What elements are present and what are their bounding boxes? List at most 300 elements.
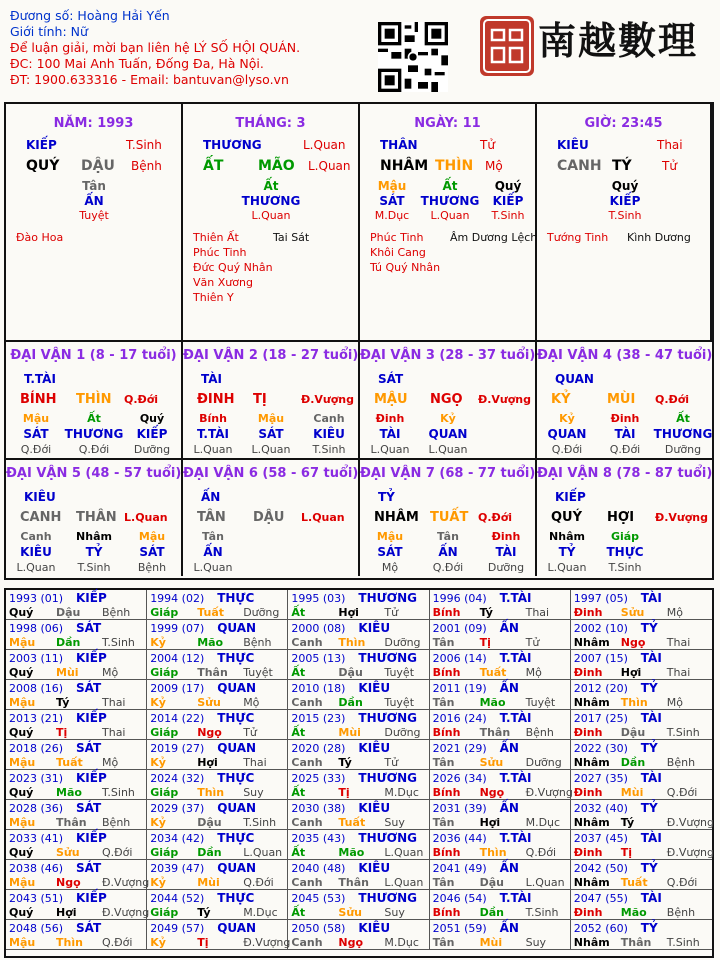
year-cell: [571, 740, 712, 770]
year-cell: [147, 800, 288, 830]
good-star: Đức Quý Nhân: [193, 261, 273, 274]
year-god: TÀI: [640, 651, 662, 665]
year-stage: Suy: [525, 936, 547, 949]
pillar-stem-god: KIÊU: [557, 138, 589, 152]
year-stem: Giáp: [150, 726, 179, 739]
year-stem: Kỷ: [150, 876, 166, 889]
year-label: 2018 (26): [9, 742, 64, 755]
year-branch: Tuất: [197, 606, 224, 619]
year-branch: Mão: [620, 906, 647, 919]
pillar-title: THÁNG: 3: [235, 116, 306, 131]
year-stem: Nhâm: [573, 936, 610, 949]
hidden-god: SÁT: [377, 545, 403, 559]
year-cell: [571, 890, 712, 920]
year-god: ẤN: [499, 621, 519, 635]
year-god: TỶ: [640, 741, 658, 755]
year-stem: Quý: [9, 726, 34, 739]
pillar-stem-stage: T.Sinh: [126, 138, 162, 152]
hidden-stem: Quý: [494, 179, 522, 193]
year-stem: Ất: [291, 726, 306, 739]
year-stem: Bính: [432, 666, 461, 679]
year-cell: [288, 710, 429, 740]
dai-van-title: ĐẠI VẬN 7 (68 - 77 tuổi): [360, 466, 536, 481]
year-cell: [571, 620, 712, 650]
year-stem: Bính: [432, 906, 461, 919]
year-label: 2014 (22): [150, 712, 205, 725]
year-stage: T.Sinh: [666, 726, 700, 739]
year-label: 2007 (15): [573, 652, 628, 665]
pillar-stem-god: KIẾP: [26, 138, 57, 152]
year-stage: Bệnh: [102, 606, 131, 619]
year-cell: [6, 770, 147, 800]
year-god: KIẾP: [76, 711, 107, 725]
year-label: 2049 (57): [150, 922, 205, 935]
year-label: 2015 (23): [291, 712, 346, 725]
dai-van-stem: BÍNH: [20, 392, 57, 407]
year-stem: Kỷ: [150, 816, 166, 829]
hidden-stage: L.Quan: [16, 561, 56, 574]
year-cell: [147, 620, 288, 650]
year-god: ẤN: [499, 921, 519, 935]
hidden-stage: Q.Đới: [432, 561, 464, 574]
year-stem: Nhâm: [573, 756, 610, 769]
year-label: 2040 (48): [291, 862, 346, 875]
year-cell: [147, 830, 288, 860]
year-god: SÁT: [76, 681, 102, 695]
year-branch: Mão: [197, 636, 224, 649]
gender: Giới tính: Nữ: [10, 24, 88, 39]
year-god: THỰC: [217, 651, 255, 665]
hidden-god: KIẾP: [609, 194, 641, 208]
year-stage: Đ.Vượng: [666, 816, 714, 829]
owner-name: Đương số: Hoàng Hải Yến: [10, 8, 170, 23]
year-stem: Giáp: [150, 906, 179, 919]
year-god: THỰC: [217, 711, 255, 725]
year-god: TÀI: [640, 591, 662, 605]
year-stem: Ất: [291, 846, 306, 859]
pillar-branch-stage: L.Quan: [308, 159, 351, 173]
year-cell: [147, 770, 288, 800]
year-god: KIẾP: [76, 891, 107, 905]
hidden-stem: Mậu: [257, 412, 285, 425]
year-stem: Bính: [432, 606, 461, 619]
year-stem: Ất: [291, 906, 306, 919]
year-stage: Dưỡng: [525, 756, 562, 769]
hidden-stem: Mậu: [138, 530, 166, 543]
dai-van-cell: [537, 458, 712, 576]
year-branch: Mùi: [620, 786, 644, 799]
year-cell: [288, 770, 429, 800]
hidden-god: THƯƠNG: [241, 194, 301, 208]
year-stem: Ất: [291, 666, 306, 679]
year-branch: Dậu: [479, 876, 504, 889]
year-cell: [147, 650, 288, 680]
year-label: 2023 (31): [9, 772, 64, 785]
year-stem: Canh: [291, 936, 323, 949]
year-label: 2045 (53): [291, 892, 346, 905]
year-label: 1995 (03): [291, 592, 346, 605]
year-label: 2005 (13): [291, 652, 346, 665]
dai-van-stage: Đ.Vượng: [478, 393, 532, 406]
good-star: Tú Quý Nhân: [370, 261, 441, 274]
year-branch: Tý: [620, 816, 635, 829]
dai-van-cell: [360, 458, 537, 576]
hidden-stage: M.Dục: [374, 209, 410, 222]
year-stem: Ất: [291, 606, 306, 619]
hidden-god: THƯƠNG: [420, 194, 480, 208]
hidden-stage: L.Quan: [370, 443, 410, 456]
dai-van-cell: [183, 458, 360, 576]
hidden-stem: Tân: [82, 179, 106, 193]
year-stem: Tân: [432, 816, 455, 829]
year-label: 2050 (58): [291, 922, 346, 935]
year-cell: [6, 710, 147, 740]
year-stage: Tử: [384, 606, 399, 619]
year-stem: Quý: [9, 666, 34, 679]
hidden-god: KIÊU: [313, 427, 345, 441]
year-stem: Nhâm: [573, 816, 610, 829]
hidden-stage: Bệnh: [137, 561, 167, 574]
dai-van-stem: TÂN: [197, 510, 226, 525]
year-stem: Quý: [9, 606, 34, 619]
dai-van-branch: TUẤT: [430, 510, 469, 525]
year-god: T.TÀI: [499, 651, 532, 665]
chart-grid: [4, 102, 714, 580]
year-god: KIÊU: [358, 861, 391, 875]
year-stage: Tuyệt: [384, 666, 415, 679]
year-branch: Hợi: [56, 906, 77, 919]
year-god: QUAN: [217, 801, 257, 815]
year-branch: Ngọ: [620, 636, 646, 649]
year-stem: Kỷ: [150, 696, 166, 709]
year-label: 2052 (60): [573, 922, 628, 935]
dai-van-stem: ĐINH: [197, 392, 235, 407]
year-branch: Sửu: [338, 906, 362, 919]
hidden-stem: Tân: [437, 530, 459, 543]
year-branch: Thân: [197, 666, 228, 679]
hidden-god: QUAN: [428, 427, 468, 441]
year-stem: Tân: [432, 876, 455, 889]
year-label: 2042 (50): [573, 862, 628, 875]
hidden-stem: Mậu: [376, 530, 404, 543]
year-stage: Mộ: [525, 666, 542, 679]
hidden-stage: L.Quan: [251, 443, 291, 456]
hidden-stage: Mộ: [381, 561, 399, 574]
year-branch: Ngọ: [197, 726, 222, 739]
year-label: 1999 (07): [150, 622, 205, 635]
year-stage: Q.Đới: [243, 876, 274, 889]
pillar-branch: THÌN: [435, 158, 474, 174]
year-stem: Nhâm: [573, 876, 610, 889]
year-branch: Thìn: [620, 696, 648, 709]
year-label: 2037 (45): [573, 832, 628, 845]
pillar-stem: CANH: [557, 158, 602, 174]
year-god: TỶ: [640, 861, 658, 875]
year-label: 1997 (05): [573, 592, 628, 605]
dai-van-title: ĐẠI VẬN 8 (78 - 87 tuổi): [537, 466, 713, 481]
year-stem: Nhâm: [573, 696, 610, 709]
year-stem: Tân: [432, 636, 455, 649]
year-cell: [430, 920, 571, 950]
year-god: QUAN: [217, 861, 257, 875]
year-label: 2035 (43): [291, 832, 346, 845]
year-stem: Bính: [432, 786, 461, 799]
year-god: ẤN: [499, 681, 519, 695]
red-seal-icon: [478, 14, 536, 78]
pillar-stem: ẤT: [203, 158, 224, 174]
year-cell: [430, 710, 571, 740]
pillar-branch-stage: Tử: [662, 159, 677, 173]
hidden-stage: L.Quan: [193, 443, 233, 456]
year-stage: Thai: [102, 696, 126, 709]
year-stem: Đinh: [573, 666, 603, 679]
hidden-stem: Mậu: [22, 412, 50, 425]
year-stem: Quý: [9, 786, 34, 799]
good-star: Văn Xương: [193, 276, 253, 289]
year-stage: T.Sinh: [243, 816, 277, 829]
bad-star: Âm Dương Lệch: [450, 231, 538, 244]
year-stage: Tử: [384, 756, 399, 769]
year-god: KIẾP: [76, 771, 107, 785]
hidden-god: SÁT: [258, 427, 284, 441]
year-stage: M.Dục: [384, 936, 419, 949]
year-stage: T.Sinh: [525, 906, 559, 919]
year-branch: Tị: [620, 846, 633, 859]
year-branch: Thân: [479, 726, 511, 739]
year-god: SÁT: [76, 741, 102, 755]
year-cell: [430, 770, 571, 800]
year-stem: Mậu: [9, 636, 36, 649]
hidden-god: T.TÀI: [197, 427, 229, 441]
dai-van-title: ĐẠI VẬN 1 (8 - 17 tuổi): [10, 348, 177, 363]
hidden-god: SÁT: [23, 427, 49, 441]
hidden-stem: Bính: [199, 412, 227, 425]
year-cell: [571, 710, 712, 740]
hidden-god: TÀI: [379, 427, 401, 441]
year-branch: Tý: [338, 756, 352, 769]
year-stage: Mộ: [102, 666, 119, 679]
year-god: T.TÀI: [499, 711, 532, 725]
hidden-stem: Ất: [87, 412, 101, 425]
year-cell: [6, 680, 147, 710]
year-god: THƯƠNG: [358, 711, 418, 725]
hidden-stem: Mậu: [377, 179, 407, 193]
year-cell: [147, 710, 288, 740]
year-branch: Mão: [338, 846, 365, 859]
year-stage: Thai: [666, 666, 691, 679]
year-label: 2038 (46): [9, 862, 64, 875]
year-stage: L.Quan: [384, 846, 424, 859]
year-label: 2025 (33): [291, 772, 346, 785]
year-god: THƯƠNG: [358, 591, 418, 605]
hidden-stem: Kỷ: [559, 412, 575, 425]
year-cell: [571, 920, 712, 950]
year-stage: M.Dục: [243, 906, 278, 919]
year-branch: Dậu: [620, 726, 646, 739]
year-label: 1994 (02): [150, 592, 205, 605]
year-god: TÀI: [640, 711, 662, 725]
dai-van-cell: [537, 340, 712, 458]
hidden-stage: L.Quan: [428, 443, 468, 456]
year-stem: Mậu: [9, 876, 36, 889]
year-stage: Bệnh: [102, 816, 131, 829]
year-label: 2031 (39): [432, 802, 487, 815]
hidden-stage: T.Sinh: [608, 561, 642, 574]
year-label: 2013 (21): [9, 712, 64, 725]
year-stem: Mậu: [9, 756, 36, 769]
year-stem: Bính: [432, 846, 461, 859]
year-god: KIÊU: [358, 921, 391, 935]
year-label: 1998 (06): [9, 622, 64, 635]
good-star: Phúc Tinh: [193, 246, 247, 259]
year-stage: Thai: [102, 726, 126, 739]
hidden-stem: Giáp: [610, 530, 640, 543]
year-label: 2028 (36): [9, 802, 64, 815]
year-god: SÁT: [76, 861, 102, 875]
hidden-stage: Q.Đới: [551, 443, 583, 456]
year-stage: Đ.Vượng: [525, 786, 573, 799]
dai-van-cell: [6, 458, 183, 576]
qr-code-icon: [378, 22, 448, 92]
year-stage: Thai: [666, 636, 691, 649]
year-branch: Ngọ: [479, 786, 505, 799]
year-branch: Dậu: [338, 666, 363, 679]
year-god: KIẾP: [76, 831, 107, 845]
year-label: 2021 (29): [432, 742, 487, 755]
dai-van-stage: L.Quan: [124, 511, 168, 524]
year-label: 2041 (49): [432, 862, 487, 875]
hidden-god: TỶ: [558, 545, 576, 559]
year-stage: Q.Đới: [102, 846, 133, 859]
hidden-stem: Đinh: [491, 530, 521, 543]
year-stem: Đinh: [573, 786, 603, 799]
year-god: T.TÀI: [499, 771, 532, 785]
year-god: TÀI: [640, 831, 662, 845]
year-stage: Đ.Vượng: [102, 876, 150, 889]
hidden-god: KIẾP: [492, 194, 524, 208]
dai-van-branch: HỢI: [607, 510, 635, 525]
pillar-cell: [360, 104, 537, 342]
dai-van-title: ĐẠI VẬN 3 (28 - 37 tuổi): [360, 348, 536, 363]
year-label: 2048 (56): [9, 922, 64, 935]
dai-van-stage: Q.Đới: [478, 511, 513, 524]
year-god: TÀI: [640, 771, 662, 785]
year-branch: Thìn: [56, 936, 83, 949]
year-cell: [288, 830, 429, 860]
year-branch: Tị: [56, 726, 68, 739]
dai-van-title: ĐẠI VẬN 5 (48 - 57 tuổi): [6, 466, 182, 481]
year-cell: [430, 590, 571, 620]
year-label: 2011 (19): [432, 682, 487, 695]
year-stem: Quý: [9, 906, 34, 919]
dai-van-branch: NGỌ: [430, 392, 463, 407]
year-cell: [430, 740, 571, 770]
year-label: 2024 (32): [150, 772, 205, 785]
year-cell: [571, 650, 712, 680]
year-cell: [288, 590, 429, 620]
year-cell: [288, 680, 429, 710]
year-cell: [6, 860, 150, 890]
year-stage: Tuyệt: [384, 696, 415, 709]
year-stem: Giáp: [150, 846, 179, 859]
year-stage: Bệnh: [243, 636, 272, 649]
hidden-stage: Dưỡng: [487, 561, 525, 574]
hidden-god: ẤN: [203, 545, 223, 559]
year-stage: Q.Đới: [666, 876, 698, 889]
year-cell: [571, 830, 712, 860]
year-stage: Bệnh: [525, 726, 554, 739]
year-god: ẤN: [499, 801, 519, 815]
year-god: THỰC: [217, 891, 255, 905]
annual-luck-table: [4, 588, 714, 958]
year-label: 2020 (28): [291, 742, 346, 755]
year-branch: Thân: [620, 936, 652, 949]
dai-van-cell: [6, 340, 183, 458]
year-cell: [6, 920, 147, 950]
year-stage: Bệnh: [666, 756, 696, 769]
pillar-stem-stage: L.Quan: [303, 138, 346, 152]
year-label: 2022 (30): [573, 742, 628, 755]
hidden-god: QUAN: [547, 427, 587, 441]
year-cell: [571, 800, 712, 830]
hidden-god: SÁT: [379, 194, 405, 208]
year-cell: [430, 650, 571, 680]
year-god: THƯƠNG: [358, 771, 418, 785]
year-cell: [147, 920, 291, 950]
year-god: TỶ: [640, 621, 658, 635]
dai-van-title: ĐẠI VẬN 2 (18 - 27 tuổi): [183, 348, 359, 363]
hidden-stage: Tuyệt: [79, 209, 109, 222]
year-cell: [6, 800, 147, 830]
year-cell: [147, 590, 288, 620]
year-stem: Mậu: [9, 696, 36, 709]
year-cell: [288, 650, 429, 680]
year-stage: Dưỡng: [243, 606, 280, 619]
phone-email: ĐT: 1900.633316 - Email: bantuvan@lyso.vn: [10, 72, 289, 87]
year-god: TỶ: [640, 921, 658, 935]
year-label: 1993 (01): [9, 592, 64, 605]
year-stage: Tuyệt: [525, 696, 556, 709]
year-branch: Sửu: [479, 756, 504, 769]
year-stage: Q.Đới: [666, 786, 698, 799]
pillar-stem: QUÝ: [26, 158, 60, 174]
hidden-god: KIÊU: [20, 545, 52, 559]
year-branch: Dậu: [197, 816, 222, 829]
pillar-title: NĂM: 1993: [53, 116, 134, 131]
year-stage: T.Sinh: [102, 636, 135, 649]
bad-star: Kình Dương: [627, 231, 691, 244]
hidden-stage: L.Quan: [193, 561, 233, 574]
year-god: KIÊU: [358, 621, 391, 635]
year-god: SÁT: [76, 801, 102, 815]
hidden-god: ẤN: [438, 545, 458, 559]
year-branch: Tuất: [338, 816, 366, 829]
dai-van-god: SÁT: [378, 372, 404, 386]
year-stem: Tân: [432, 696, 455, 709]
hidden-stage: Dưỡng: [664, 443, 702, 456]
year-label: 2032 (40): [573, 802, 628, 815]
year-label: 2010 (18): [291, 682, 346, 695]
year-stage: Mộ: [243, 696, 260, 709]
year-stem: Ất: [291, 786, 306, 799]
year-stage: Q.Đới: [525, 846, 557, 859]
dai-van-cell: [183, 340, 360, 458]
year-cell: [571, 860, 712, 890]
dai-van-branch: DẬU: [253, 510, 285, 525]
year-label: 2000 (08): [291, 622, 346, 635]
year-cell: [288, 800, 429, 830]
year-stem: Kỷ: [150, 636, 166, 649]
